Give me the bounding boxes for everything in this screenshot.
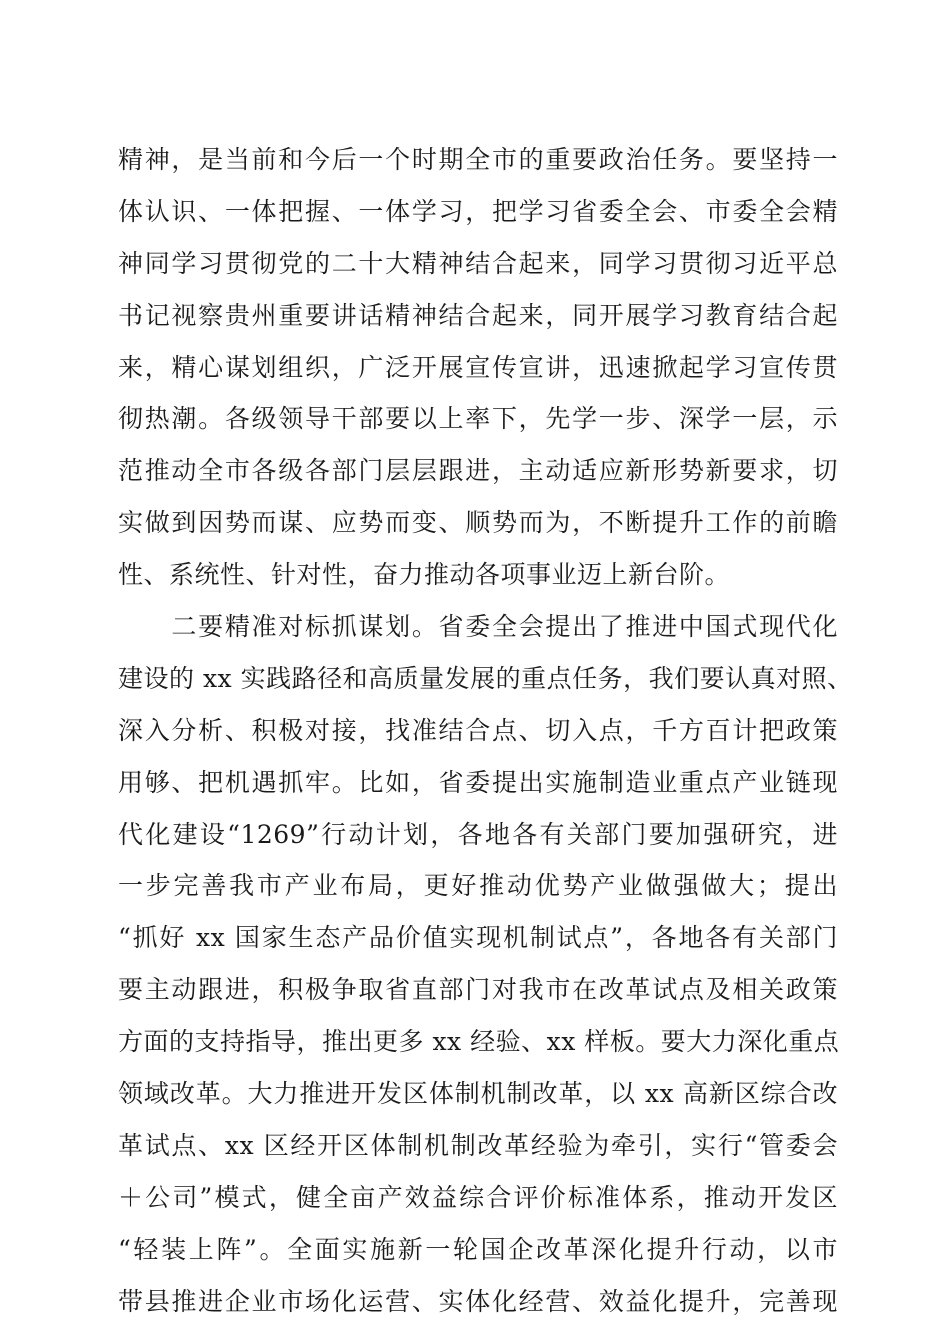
body-text	[118, 134, 853, 1327]
text-line: 来，精心谋划组织，广泛开展宣传宣讲，迅速掀起学习宣传贯	[118, 352, 838, 382]
text-line: 彻热潮。各级领导干部要以上率下，先学一步、深学一层，示	[118, 404, 838, 434]
text-line: 书记视察贵州重要讲话精神结合起来，同开展学习教育结合起	[118, 300, 838, 330]
text-line: 带县推进企业市场化运营、实体化经营、效益化提升，完善现	[118, 1286, 838, 1316]
paragraph-start-line: 二要精准对标抓谋划。省委全会提出了推进中国式现代化	[118, 612, 838, 642]
text-line: 要主动跟进，积极争取省直部门对我市在改革试点及相关政策	[118, 975, 838, 1005]
text-line: 范推动全市各级各部门层层跟进，主动适应新形势新要求，切	[118, 456, 838, 486]
text-line: ＋公司”模式，健全亩产效益综合评价标准体系，推动开发区	[118, 1182, 838, 1212]
text-line: 建设的 xx 实践路径和高质量发展的重点任务，我们要认真对照、	[118, 663, 853, 693]
text-line: 精神，是当前和今后一个时期全市的重要政治任务。要坚持一	[118, 145, 838, 174]
text-line: 一步完善我市产业布局，更好推动优势产业做强做大；提出	[118, 871, 838, 901]
text-line: 用够、把机遇抓牢。比如，省委提出实施制造业重点产业链现	[118, 767, 838, 797]
text-line: 深入分析、积极对接，找准结合点、切入点，千方百计把政策	[118, 715, 838, 745]
text-line: “抓好 xx 国家生态产品价值实现机制试点”，各地各有关部门	[118, 923, 838, 953]
paragraph-end-line: 性、系统性、针对性，奋力推动各项事业迈上新台阶。	[118, 560, 731, 590]
text-line: 革试点、xx 区经开区体制机制改革经验为牵引，实行“管委会	[118, 1130, 838, 1160]
text-line: 领域改革。大力推进开发区体制机制改革，以 xx 高新区综合改	[118, 1079, 838, 1109]
text-line: 代化建设“1269”行动计划，各地各有关部门要加强研究，进	[118, 819, 838, 849]
text-line: 实做到因势而谋、应势而变、顺势而为，不断提升工作的前瞻	[118, 508, 838, 538]
text-line: 方面的支持指导，推出更多 xx 经验、xx 样板。要大力深化重点	[118, 1027, 840, 1057]
text-line: 体认识、一体把握、一体学习，把学习省委全会、市委全会精	[118, 196, 838, 226]
text-line: “轻装上阵”。全面实施新一轮国企改革深化提升行动，以市	[118, 1234, 838, 1264]
text-line: 神同学习贯彻党的二十大精神结合起来，同学习贯彻习近平总	[118, 248, 838, 278]
